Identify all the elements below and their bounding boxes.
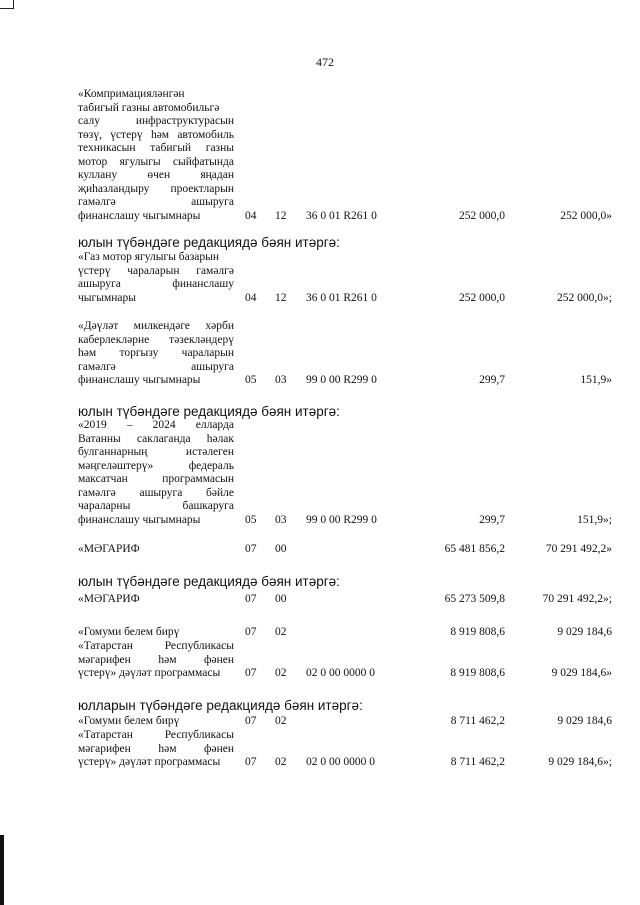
target-article-code: 02 0 00 0000 0 <box>306 667 375 679</box>
row-description <box>78 251 234 305</box>
amount-year-2: 252 000,0»; <box>557 291 612 304</box>
desc-line: «Дәүләт милкендәге хәрби <box>78 320 234 332</box>
subsection-code: 02 <box>275 626 287 638</box>
target-article-code: 99 0 00 R299 0 <box>306 374 377 386</box>
desc-line: мотор ягулыгы сыйфатында <box>78 155 234 168</box>
desc-line: чыгымнары <box>78 291 136 304</box>
target-article-code: 99 0 00 R299 0 <box>306 513 377 526</box>
desc-line: «Компримацияләнгән <box>78 88 185 100</box>
instruction-heading: юлларын түбәндәге редакциядә бәян итәргә: <box>78 698 363 713</box>
desc-line: чараларны башкаруга <box>78 500 234 512</box>
subsection-code: 02 <box>275 715 287 727</box>
row-description <box>78 419 234 527</box>
amount-year-1: 8 919 808,6 <box>450 626 505 638</box>
row-description <box>78 640 234 681</box>
amount-year-2: 252 000,0» <box>560 209 612 222</box>
desc-line: гамәлгә ашыруга <box>78 360 234 373</box>
subsection-code: 02 <box>275 756 287 768</box>
desc-line: мәңгеләштерү» федераль <box>78 459 234 472</box>
desc-line: куллану өчен яңадан <box>78 169 234 181</box>
section-code: 07 <box>245 715 257 727</box>
section-code: 07 <box>245 667 257 679</box>
subsection-code: 12 <box>275 209 287 222</box>
desc-line: салу инфраструктурасын <box>78 115 234 127</box>
section-code: 04 <box>245 291 257 304</box>
desc-line: финанслашу чыгымнары <box>78 374 201 386</box>
amount-year-2: 9 029 184,6»; <box>548 756 612 768</box>
desc-line: Ватанны саклаганда һәлак <box>78 432 234 445</box>
subsection-code: 12 <box>275 291 287 304</box>
desc-line: финанслашу чыгымнары <box>78 513 201 526</box>
amount-year-1: 8 711 462,2 <box>450 756 505 768</box>
subsection-code: 00 <box>275 593 287 605</box>
row-description <box>78 88 234 223</box>
desc-line: булганнарның истәлеген <box>78 446 234 458</box>
amount-year-2: 9 029 184,6 <box>557 715 612 727</box>
desc-line: «2019 – 2024 елларда <box>78 419 234 431</box>
amount-year-1: 299,7 <box>479 513 505 526</box>
amount-year-1: 8 919 808,6 <box>450 667 505 679</box>
subsection-code: 00 <box>275 543 287 555</box>
desc-line: табигый газны автомобильгә <box>78 101 220 114</box>
target-article-code: 36 0 01 R261 0 <box>306 291 377 304</box>
row-description <box>78 729 234 770</box>
section-code: 07 <box>245 626 257 638</box>
desc-line: техникасын табигый газны <box>78 142 234 154</box>
desc-line: максатчан программасын <box>78 473 234 485</box>
instruction-heading: юлын түбәндәге редакциядә бәян итәргә: <box>78 404 340 419</box>
desc-line: гамәлгә ашыруга бәйле <box>78 486 234 499</box>
desc-line: гамәлгә ашыруга <box>78 196 234 208</box>
section-code: 07 <box>245 756 257 768</box>
desc-line: «Татарстан Республикасы <box>78 640 234 652</box>
desc-line: финанслашу чыгымнары <box>78 209 201 222</box>
amount-year-1: 65 273 509,8 <box>444 593 505 605</box>
desc-line: үстерү» дәүләт программасы <box>78 756 221 768</box>
subsection-code: 02 <box>275 667 287 679</box>
amount-year-2: 70 291 492,2»; <box>542 593 612 605</box>
target-article-code: 02 0 00 0000 0 <box>306 756 375 768</box>
scan-corner-mark <box>0 0 14 9</box>
instruction-heading: юлын түбәндәге редакциядә бәян итәргә: <box>78 574 340 589</box>
amount-year-2: 9 029 184,6 <box>557 626 612 638</box>
scan-edge-bar <box>0 835 4 905</box>
desc-line: үстерү» дәүләт программасы <box>78 667 221 679</box>
instruction-heading: юлын түбәндәге редакциядә бәян итәргә: <box>78 235 340 250</box>
desc-line: мәгарифен һәм фәнен <box>78 653 234 666</box>
desc-line: мәгарифен һәм фәнен <box>78 742 234 755</box>
row-label: «МӘГАРИФ <box>78 593 140 605</box>
amount-year-2: 151,9» <box>580 374 612 386</box>
amount-year-1: 252 000,0 <box>459 291 505 304</box>
desc-line: төзү, үстерү һәм автомобиль <box>78 128 234 141</box>
section-code: 04 <box>245 209 257 222</box>
subsection-code: 03 <box>275 374 287 386</box>
amount-year-2: 9 029 184,6» <box>551 667 612 679</box>
desc-line: каберлекләрне тәзекләндерү <box>78 333 234 346</box>
section-code: 07 <box>245 543 257 555</box>
amount-year-2: 70 291 492,2» <box>545 543 612 555</box>
amount-year-1: 8 711 462,2 <box>450 715 505 727</box>
desc-line: «Газ мотор ягулыгы базарын <box>78 251 220 263</box>
amount-year-1: 65 481 856,2 <box>444 543 505 555</box>
section-code: 05 <box>245 374 257 386</box>
amount-year-1: 299,7 <box>479 374 505 386</box>
amount-year-2: 151,9»; <box>577 513 612 526</box>
row-label: «Гомуми белем бирү <box>78 626 180 638</box>
desc-line: ашыруга финанслашу <box>78 278 234 290</box>
amount-year-1: 252 000,0 <box>459 209 505 222</box>
subsection-code: 03 <box>275 513 287 526</box>
page-number: 472 <box>316 55 334 69</box>
row-label: «Гомуми белем бирү <box>78 715 180 727</box>
row-label: «МӘГАРИФ <box>78 543 140 555</box>
desc-line: һәм торгызу чараларын <box>78 347 234 359</box>
desc-line: җиһазландыру проектларын <box>78 182 234 195</box>
row-description <box>78 320 234 388</box>
section-code: 07 <box>245 593 257 605</box>
desc-line: «Татарстан Республикасы <box>78 729 234 741</box>
section-code: 05 <box>245 513 257 526</box>
target-article-code: 36 0 01 R261 0 <box>306 209 377 222</box>
desc-line: үстерү чараларын гамәлгә <box>78 264 234 277</box>
